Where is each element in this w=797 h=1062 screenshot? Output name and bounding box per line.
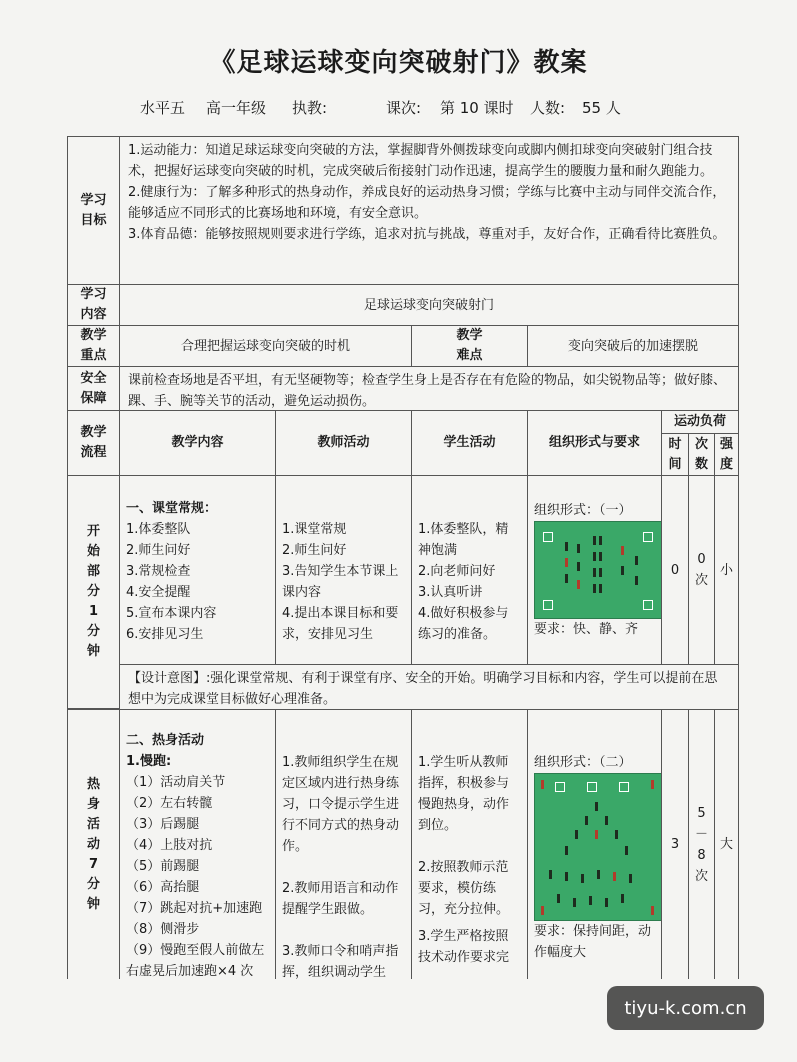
warmup-student	[411, 709, 528, 979]
formation-diagram	[534, 521, 662, 619]
content-label: 学习内容	[67, 284, 120, 326]
difficulty-value: 变向突破后的加速摆脱	[527, 325, 739, 367]
teacher-step: 1.教师组织学生在规定区域内进行热身练习，口令提示学生进行不同方式的热身动作。	[282, 755, 400, 854]
student-step: 1.体委整队，精神饱满	[418, 522, 509, 558]
warmup-times: 5－8次	[688, 709, 715, 979]
start-item: 3.常规检查	[126, 564, 191, 579]
warmup-item: （9）慢跑至假人前做左右虚晃后加速跑×4 次	[126, 943, 265, 979]
teacher-header: 教师活动	[275, 410, 412, 476]
warmup-item: （6）高抬腿	[126, 880, 200, 895]
org-title: 组织形式：（二）	[534, 755, 632, 770]
start-org	[527, 475, 662, 665]
key-label: 教学重点	[67, 325, 120, 367]
start-student	[411, 475, 528, 665]
formation-diagram	[534, 773, 662, 921]
student-step: 4.做好积极参与练习的准备。	[418, 606, 509, 642]
warmup-sub: 1.慢跑:	[126, 754, 172, 769]
start-times: 0次	[688, 475, 715, 665]
safety-value: 课前检查场地是否平坦，有无坚硬物等；检查学生身上是否存在有危险的物品，如尖锐物品等；做好膝、踝、手、腕等关节的活动，避免运动损伤。	[119, 366, 739, 411]
start-item: 5.宣布本课内容	[126, 606, 217, 621]
start-item: 1.体委整队	[126, 522, 191, 537]
start-content	[119, 475, 276, 665]
safety-label: 安全保障	[67, 366, 120, 411]
content-value: 足球运球变向突破射门	[119, 284, 739, 326]
times-header: 次数	[688, 433, 715, 476]
warmup-item: （2）左右转髋	[126, 796, 213, 811]
warmup-heading: 二、热身活动	[126, 733, 205, 748]
teacher-step: 2.教师用语言和动作提醒学生跟做。	[282, 881, 399, 917]
student-step: 1.学生听从教师指挥，积极参与慢跑热身，动作到位。	[418, 755, 510, 833]
warmup-item: （4）上肢对抗	[126, 838, 213, 853]
content-header: 教学内容	[119, 410, 276, 476]
teacher-step: 4.提出本课目标和要求，安排见习生	[282, 606, 399, 642]
org-header: 组织形式与要求	[527, 410, 662, 476]
key-value: 合理把握运球变向突破的时机	[119, 325, 412, 367]
warmup-item: （5）前踢腿	[126, 859, 200, 874]
student-step: 3.学生严格按照技术动作要求完	[418, 929, 510, 965]
teacher-step: 3.告知学生本节课上课内容	[282, 564, 399, 600]
lesson-label: 课次:	[386, 99, 422, 117]
student-header: 学生活动	[411, 410, 528, 476]
org-title: 组织形式：（一）	[534, 503, 632, 518]
org-requirement: 要求：保持间距，动作幅度大	[534, 924, 652, 960]
student-step: 2.向老师问好	[418, 564, 496, 579]
teacher-step: 3.教师口令和哨声指挥，组织调动学生	[282, 944, 399, 979]
start-teacher	[275, 475, 412, 665]
start-heading: 一、课堂常规：	[126, 501, 218, 516]
warmup-teacher	[275, 709, 412, 979]
warmup-intensity: 大	[714, 709, 739, 979]
teacher-step: 1.课堂常规	[282, 522, 347, 537]
level: 水平五	[140, 99, 186, 117]
student-step: 3.认真听讲	[418, 585, 483, 600]
start-item: 4.安全提醒	[126, 585, 191, 600]
warmup-org	[527, 709, 662, 979]
warmup-time: 3	[661, 709, 689, 979]
teacher-step: 2.师生问好	[282, 543, 347, 558]
warmup-item: （8）侧滑步	[126, 922, 200, 937]
start-item: 6.安排见习生	[126, 627, 204, 642]
grade: 高一年级	[206, 99, 267, 117]
warmup-label: 热身活动7分钟	[67, 709, 120, 979]
objective-2: 2.健康行为：了解多种形式的热身动作，养成良好的运动热身习惯；学练与比赛中主动与同伴交流合作，能够适应不同形式的比赛场地和环境，有安全意识。	[128, 185, 726, 221]
objective-3: 3.体育品德：能够按照规则要求进行学练，追求对抗与挑战，尊重对手，友好合作，正确看待比赛胜负。	[128, 227, 726, 242]
load-header: 运动负荷	[661, 410, 739, 434]
time-header: 时间	[661, 433, 689, 476]
objectives-label: 学习目标	[67, 136, 120, 285]
page-title: 《足球运球变向突破射门》教案	[209, 48, 588, 78]
count-label: 人数:	[530, 99, 566, 117]
warmup-item: （1）活动肩关节	[126, 775, 226, 790]
difficulty-label: 教学难点	[411, 325, 528, 367]
start-intensity: 小	[714, 475, 739, 665]
start-item: 2.师生问好	[126, 543, 191, 558]
lesson-number: 第 10 课时	[440, 99, 514, 117]
start-time: 0	[661, 475, 689, 665]
objectives-text	[119, 136, 739, 285]
warmup-content	[119, 709, 276, 979]
warmup-item: （3）后踢腿	[126, 817, 200, 832]
teacher-label: 执教:	[292, 99, 328, 117]
flow-header: 教学流程	[67, 410, 120, 476]
objective-1: 1.运动能力：知道足球运球变向突破的方法，掌握脚背外侧拨球变向或脚内侧扣球变向突破射门组合技术，把握好运球变向突破的时机，完成突破后衔接射门动作迅速，提高学生的腰腹力量和耐久跑能力。	[128, 143, 714, 179]
warmup-item: （7）跳起对抗+加速跑	[126, 901, 263, 916]
intensity-header: 强度	[714, 433, 739, 476]
start-label: 开始部分1分钟	[67, 475, 120, 709]
student-step: 2.按照教师示范要求，模仿练习，充分拉伸。	[418, 860, 510, 917]
watermark: tiyu-k.com.cn	[607, 986, 764, 1030]
org-requirement: 要求：快、静、齐	[534, 622, 639, 637]
start-design-intent: 【设计意图】:强化课堂常规、有利于课堂有序、安全的开始。明确学习目标和内容，学生可以提前在思想中为完成课堂目标做好心理准备。	[119, 664, 739, 710]
student-count: 55 人	[582, 99, 621, 117]
